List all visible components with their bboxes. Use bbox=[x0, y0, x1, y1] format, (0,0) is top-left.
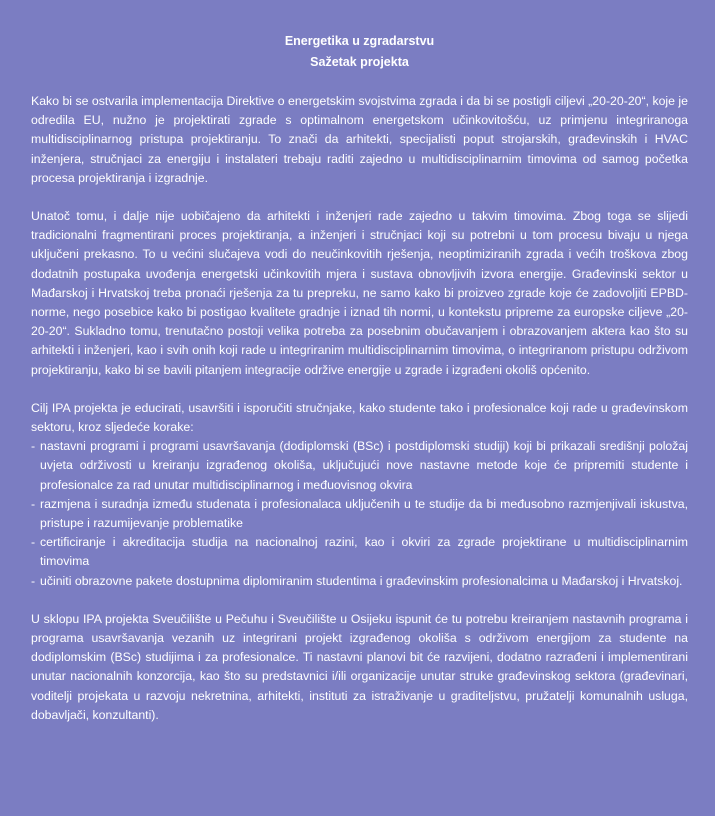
paragraph-gap bbox=[31, 380, 688, 399]
paragraph-closing: U sklopu IPA projekta Sveučilište u Pečuhu i Sveučilište u Osijeku ispunit će tu potrebu kreiranjem nastavnih programa i programa usavršavanja vezanih uz integrirani projekt izgrađenog okoliša s održivom energijom za studente na dodiplomskim (BSc) studijima i za profesionalce. Ti nastavni planovi bit će razvijeni, dodatno razrađeni i implementirani unutar nacionalnih konzorcija, kao što su predstavnici i/ili organizacije unutar struke građevinskog sektora (građevinari, voditelji projekata u razvoju nekretnina, arhitekti, instituti za istraživanje u graditeljstvu, pružatelji komunalnih usluga, dobavljači, konzultanti). bbox=[31, 611, 688, 722]
bullet-dash: - bbox=[31, 535, 36, 550]
list-item-text: nastavni programi i programi usavršavanja (dodiplomski (BSc) i postdiplomski studiji) koji bi prikazali središnji položaj uvjeta održivosti u kreiranju izgrađenog okoliša, uključujući nove nastavne metode koje će pripremiti studente i profesionalce za rad unutar multidisciplinarnog i međuovisnog okvira bbox=[40, 439, 688, 492]
document-title: Energetika u zgradarstvu bbox=[284, 34, 435, 48]
paragraph-problem: Unatoč tomu, i dalje nije uobičajeno da arhitekti i inženjeri rade zajedno u takvim timovima. Zbog toga se slijedi tradicionalni fragmentirani proces projektiranja, a inženjeri i stručnjaci koji su potrebni u tom procesu bivaju u njega uključeni prekasno. To u većini slučajeva vodi do neučinkovitih rješenja, neoptimiziranih zgrada i većih troškova zbog dodatnih postupaka uvođenja energetski učinkovitih mjera i sustava obnovljivih izvora energije. Građevinski sektor u Mađarskoj i Hrvatskoj treba pronaći rješenja za tu prepreku, ne samo kako bi proizveo zgrade koje će zadovoljiti EPBD-norme, nego posebice kako bi postigao kvalitete gradnje i iznad tih normi, u kontekstu pripreme za europske ciljeve „20-20-20“. Sukladno tomu, trenutačno postoji velika potreba za posebnim obučavanjem i obrazovanjem aktera kao što su arhitekti i inženjeri, kao i svih onih koji rade u integriranim multidisciplinarnim timovima, o integriranom pristupu održivom projektiranju, kako bi se bavili pitanjem integracije održive energije u zgrade i izgrađeni okoliš općenito. bbox=[31, 209, 688, 377]
list-item-text: razmjena i suradnja između studenata i profesionalaca uključenih u te studije da bi međusobno razmjenjivali iskustva, pristupe i razumijevanje problematike bbox=[40, 496, 688, 531]
bullet-dash: - bbox=[31, 496, 36, 511]
paragraph-intro: Kako bi se ostvarila implementacija Direktive o energetskim svojstvima zgrada i da bi se postigli ciljevi „20-20-20“, koje je odredila EU, nužno je projektirati zgrade s optimalnom energetskom učinkovitošću, uz primjenu integriranoga multidisciplinarnog pristupa projektiranju. To znači da arhitekti, specijalisti poput strojarskih, građevinskih i HVAC inženjera, stručnjaci za energiju i instalateri trebaju raditi zajedno u multidisciplinarnim timovima od samog početka procesa projektiranja i izgradnje. bbox=[31, 94, 688, 185]
list-item bbox=[31, 495, 688, 533]
bullet-dash: - bbox=[31, 573, 36, 588]
paragraph-goal: Cilj IPA projekta je educirati, usavršiti i isporučiti stručnjake, kako studente tako i profesionalce koji rade u građevinskom sektoru, kroz sljedeće korake: bbox=[31, 400, 688, 435]
steps-list bbox=[31, 437, 688, 591]
document-subtitle: Sažetak projekta bbox=[310, 55, 409, 69]
list-item bbox=[31, 572, 688, 591]
list-item-text: učiniti obrazovne pakete dostupnima diplomiranim studentima i građevinskim profesionalcima u Mađarskoj i Hrvatskoj. bbox=[40, 573, 683, 588]
list-item-text: certificiranje i akreditacija studija na nacionalnoj razini, kao i okviri za zgrade projektirane u multidisciplinarnim timovima bbox=[40, 535, 688, 569]
paragraph-gap bbox=[31, 591, 688, 610]
list-item bbox=[31, 533, 688, 571]
paragraph-gap bbox=[31, 188, 688, 207]
bullet-dash: - bbox=[31, 439, 36, 454]
list-item bbox=[31, 437, 688, 495]
